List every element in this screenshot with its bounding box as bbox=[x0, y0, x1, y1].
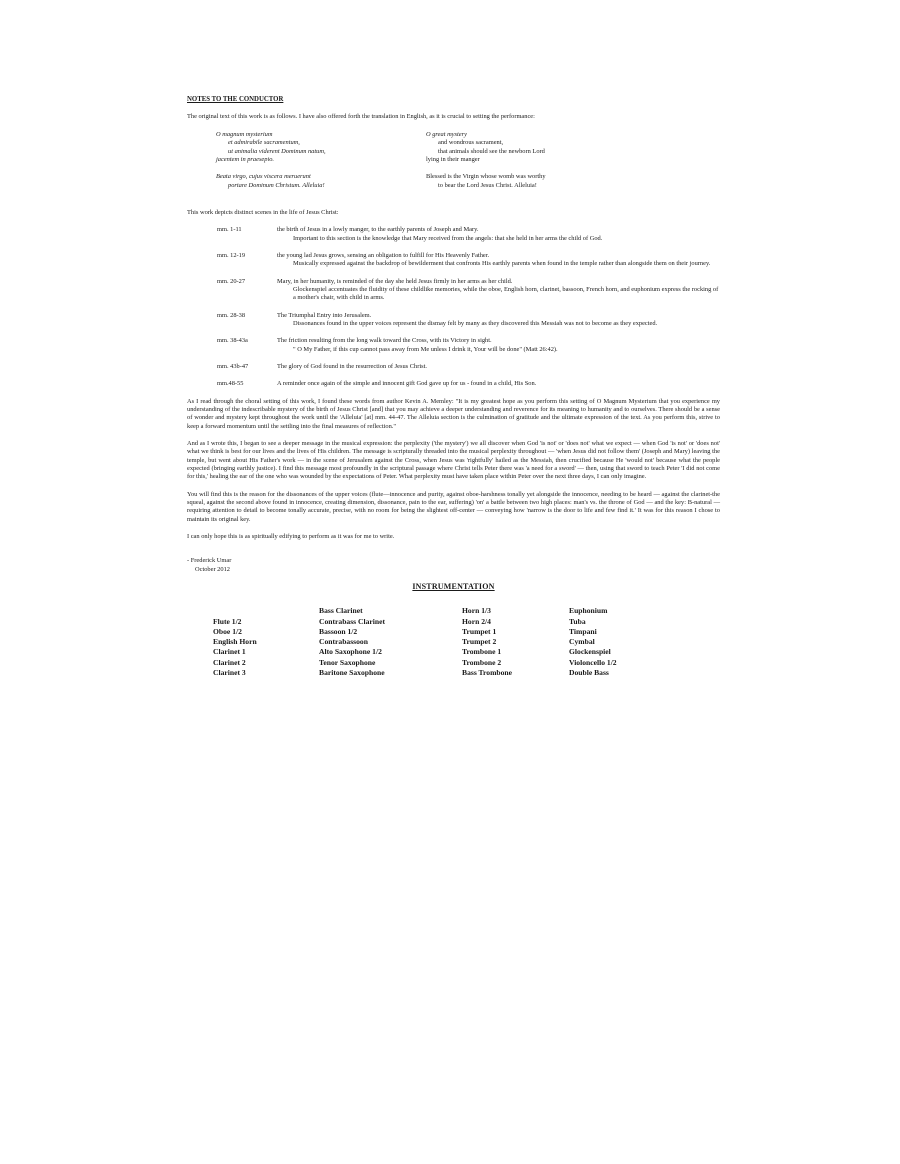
instrument-item: Trombone 1 bbox=[462, 647, 502, 657]
scene-item bbox=[217, 252, 720, 269]
instrument-item: Glockenspiel bbox=[569, 647, 611, 657]
instrument-item: Clarinet 3 bbox=[213, 667, 246, 677]
instrument-item: Euphonium bbox=[569, 606, 608, 616]
latin-line: ut animalia viderent Dominum natum, bbox=[228, 147, 326, 155]
scenes-intro: This work depicts distinct scenes in the life of Jesus Christ: bbox=[187, 209, 339, 217]
latin-stanza bbox=[216, 131, 426, 164]
instrument-column bbox=[462, 606, 569, 678]
scene-text bbox=[277, 252, 720, 269]
scene-detail: " O My Father, if this cup cannot pass away from Me unless I drink it, Your will be done" (Matt 26:42). bbox=[293, 345, 558, 353]
scene-item bbox=[217, 226, 720, 243]
scene-item bbox=[217, 337, 720, 354]
scene-measures: mm. 1-11 bbox=[217, 226, 242, 234]
scene-text bbox=[277, 337, 720, 354]
scene-detail: Glockenspiel accentuates the fluidity of these childlike memories, while the oboe, English horn, clarinet, bassoon, French horn, and euphonium express the rocking of a mother's chair, with child in arms. bbox=[293, 286, 719, 302]
instrument-item: Trombone 2 bbox=[462, 657, 502, 667]
body-paragraph: You will find this is the reason for the dissonances of the upper voices (flute—innocence and purity, against oboe-harshness tonally yet alongside the innocence, needing to be heard — against the clarinet-the squeal, against the second above found in innocence, creating dimension, dissonance, pain to the ear, suffering) 'on' a battle between two high places: man's vs. the throne of God — and the key: B-natural — requiring attention to detail to become tonally accurate, precise, with no room for being the slightest off-center — conveying how 'narrow is the door to life and few find it.' It was for this reason I chose to maintain its original key. bbox=[187, 490, 720, 523]
text-translation-grid bbox=[216, 131, 720, 199]
scene-item bbox=[217, 380, 720, 388]
latin-line: O magnum mysterium bbox=[216, 131, 273, 139]
latin-line: Beata virgo, cujus viscera meruerunt bbox=[216, 173, 311, 181]
english-line: to bear the Lord Jesus Christ. Alleluia! bbox=[438, 181, 537, 189]
latin-line: et admirabile sacramentum, bbox=[228, 139, 300, 147]
scene-detail: Dissonances found in the upper voices represent the dismay felt by many as they discovered this Messiah was not to become as they expected. bbox=[293, 320, 658, 328]
body-paragraph: As I read through the choral setting of this work, I found these words from author Kevin A. Memley: "It is my greatest hope as you perform this setting of O Magnum Mysterium that you experience my understanding of the indescribable mystery of the birth of Jesus Christ [and] that you may achieve a deeper understanding and reverence for its meaning to humanity and to ourselves. There should be a sense of wonder and mystery kept throughout the work until the 'Alleluia' [at] mm. 44-47. The Alleluia section is the culmination of gratitude and the ultimate expression of the text. As you perform this, strive to keep a forward momentum until the settling into the final measures of reflection." bbox=[187, 397, 720, 430]
instrument-item: Bass Clarinet bbox=[319, 606, 363, 616]
english-line: Blessed is the Virgin whose womb was worthy bbox=[426, 173, 546, 181]
signature-name: - Frederick Umar bbox=[187, 557, 232, 565]
instrument-item: English Horn bbox=[213, 637, 257, 647]
instrument-item: Bass Trombone bbox=[462, 667, 513, 677]
instrument-item: Tenor Saxophone bbox=[319, 657, 376, 667]
instrument-item: Double Bass bbox=[569, 667, 609, 677]
instrument-item: Baritone Saxophone bbox=[319, 667, 385, 677]
scene-text bbox=[277, 278, 720, 303]
instrumentation-heading: INSTRUMENTATION bbox=[412, 581, 495, 591]
instrument-column bbox=[319, 606, 462, 678]
scene-title: the birth of Jesus in a lowly manger, to the earthly parents of Joseph and Mary. bbox=[277, 226, 479, 234]
scene-text bbox=[277, 226, 720, 243]
scene-text bbox=[277, 312, 720, 329]
scene-item bbox=[217, 312, 720, 329]
instrument-item: Clarinet 2 bbox=[213, 657, 246, 667]
instrument-item: Timpani bbox=[569, 626, 597, 636]
instrument-item: Alto Saxophone 1/2 bbox=[319, 647, 382, 657]
scene-title: The Triumphal Entry into Jerusalem. bbox=[277, 311, 372, 319]
latin-line: jacentem in praesepio. bbox=[216, 156, 275, 164]
english-column bbox=[426, 131, 676, 199]
instrument-item: Bassoon 1/2 bbox=[319, 626, 358, 636]
scene-item bbox=[217, 363, 720, 371]
instrument-column bbox=[213, 606, 319, 678]
latin-stanza bbox=[216, 173, 426, 190]
document-page bbox=[187, 96, 720, 678]
english-line: lying in their manger bbox=[426, 156, 480, 164]
instrument-item: Trumpet 2 bbox=[462, 637, 497, 647]
scene-measures: mm. 28-38 bbox=[217, 311, 246, 319]
instrument-column bbox=[569, 606, 669, 678]
english-line: O great mystery bbox=[426, 131, 467, 139]
instrument-item: Trumpet 1 bbox=[462, 626, 497, 636]
scene-measures: mm. 43b-47 bbox=[217, 363, 249, 371]
instrument-item: Contrabassoon bbox=[319, 637, 368, 647]
instrument-item: Contrabass Clarinet bbox=[319, 616, 386, 626]
scene-title: the young lad Jesus grows, sensing an obligation to fulfill for His Heavenly Father. bbox=[277, 252, 490, 260]
signature-date: October 2012 bbox=[195, 565, 230, 573]
scene-measures: mm. 12-19 bbox=[217, 252, 246, 260]
english-stanza bbox=[426, 173, 676, 190]
latin-column bbox=[216, 131, 426, 199]
english-line: and wondrous sacrament, bbox=[438, 139, 504, 147]
latin-line: portare Dominum Christum. Alleluia! bbox=[228, 181, 325, 189]
body-paragraph: And as I wrote this, I began to see a deeper message in the musical expression: the perplexity ('the mystery') we all discover when God 'is not' or 'does not' what we expect — when God 'is not' or 'does not' what we think is best for our lives and the lives of His children. The message is scripturally threaded into the musical perplexity throughout — 'when Jesus did not follow them' (Joseph and Mary) leaving the temple, but went about His Father's work — in the scene of Jerusalem against the Cross, when Jesus was 'rightfully' hailed as the Messiah, then crucified because He 'would not' because what the people expected (bringing earthly justice). I find this message most profoundly in the scriptural passage where Christ tells Peter there was 'a need for a sword' — then, using that sword to teach Peter 'I did not come for this,' healing the ear of the one who was wounded by the expectations of Peter. What perplexity must have taken place within Peter over the next three days, I can only imagine. bbox=[187, 440, 720, 481]
scene-title: The friction resulting from the long walk toward the Cross, with its Victory in sight. bbox=[277, 337, 492, 345]
instrumentation-list bbox=[213, 606, 720, 678]
scene-item bbox=[217, 278, 720, 303]
instrument-item: Horn 1/3 bbox=[462, 606, 491, 616]
body-paragraph: I can only hope this is as spiritually edifying to perform as it was for me to write. bbox=[187, 532, 395, 540]
scene-measures: mm.48-55 bbox=[217, 380, 244, 388]
scene-title: A reminder once again of the simple and innocent gift God gave up for us - found in a child, His Son. bbox=[277, 380, 537, 388]
signature-block bbox=[187, 557, 720, 574]
english-line: that animals should see the newborn Lord bbox=[438, 147, 545, 155]
scene-detail: Important to this section is the knowledge that Mary received from the angels: that she held in her arms the child of God. bbox=[293, 234, 603, 242]
scene-detail: Musically expressed against the backdrop of bewilderment that confronts His earthly parents when found in the temple rather than alongside them on their journey. bbox=[293, 260, 711, 268]
intro-paragraph: The original text of this work is as follows. I have also offered forth the translation in English, as it is crucial to setting the performance: bbox=[187, 112, 535, 120]
instrument-item: Clarinet 1 bbox=[213, 647, 246, 657]
instrument-item: Horn 2/4 bbox=[462, 616, 491, 626]
instrument-item: Tuba bbox=[569, 616, 586, 626]
scene-list bbox=[187, 226, 720, 388]
scene-text bbox=[277, 363, 720, 371]
instrument-item: Flute 1/2 bbox=[213, 616, 242, 626]
scene-measures: mm. 38-43a bbox=[217, 337, 248, 345]
instrument-item: Violoncello 1/2 bbox=[569, 657, 617, 667]
notes-heading: NOTES TO THE CONDUCTOR bbox=[187, 96, 284, 103]
scene-title: The glory of God found in the resurrection of Jesus Christ. bbox=[277, 363, 427, 371]
instrument-item: Oboe 1/2 bbox=[213, 626, 242, 636]
english-stanza bbox=[426, 131, 676, 164]
scene-text bbox=[277, 380, 720, 388]
scene-title: Mary, in her humanity, is reminded of the day she held Jesus firmly in her arms as her child. bbox=[277, 277, 513, 285]
instrument-item: Cymbal bbox=[569, 637, 595, 647]
scene-measures: mm. 20-27 bbox=[217, 277, 246, 285]
